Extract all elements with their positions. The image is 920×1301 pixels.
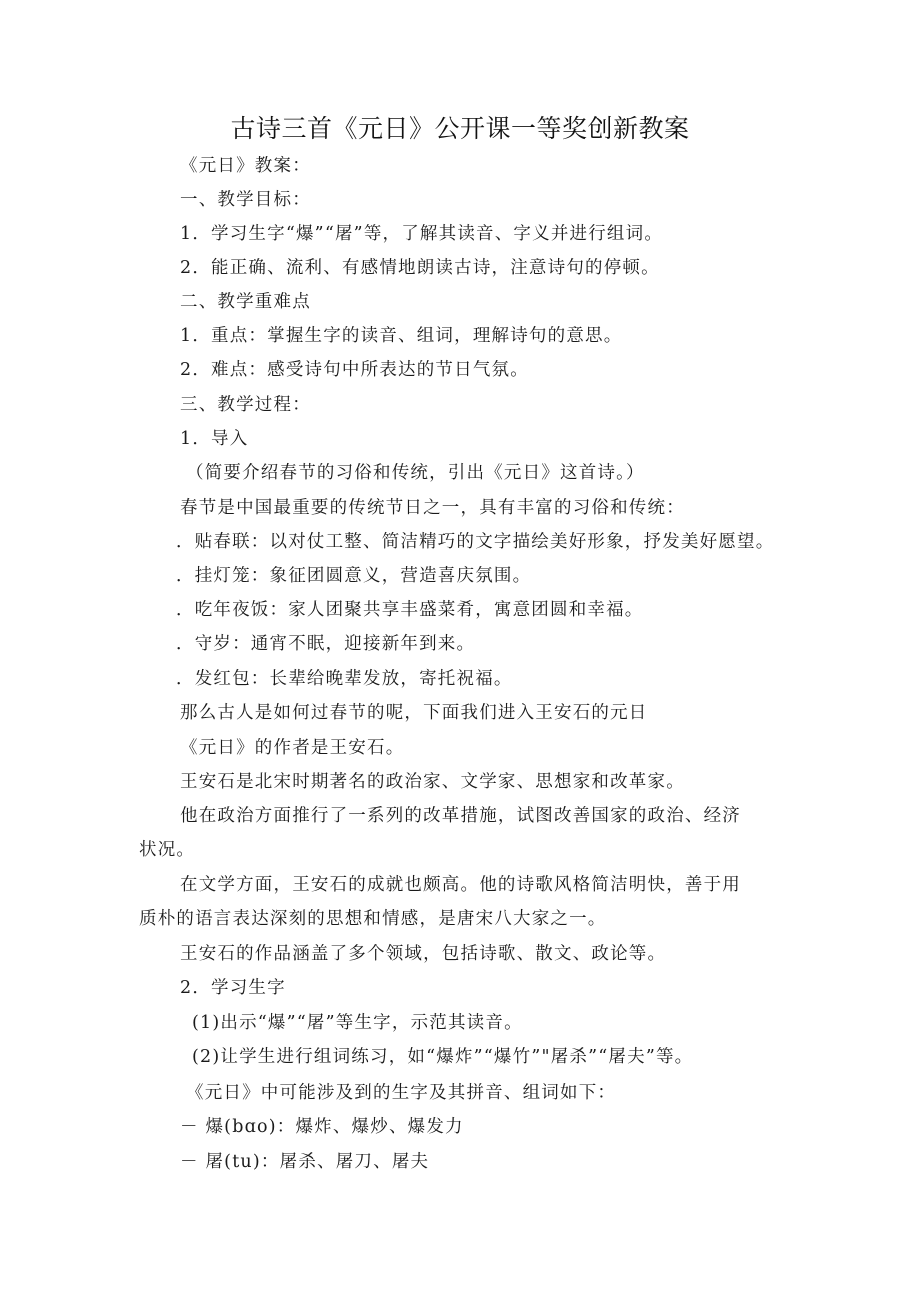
text-line: 在文学方面，王安石的成就也颇高。他的诗歌风格简洁明快，善于用 bbox=[180, 875, 741, 895]
section-heading: 二、教学重难点 bbox=[180, 292, 311, 312]
section-heading: 一、教学目标： bbox=[180, 190, 311, 210]
document-title: 古诗三首《元日》公开课一等奖创新教案 bbox=[230, 114, 690, 143]
section-heading: 三、教学过程： bbox=[180, 395, 311, 415]
text-line: 1．导入 bbox=[180, 429, 249, 449]
text-line: 2．能正确、流利、有感情地朗读古诗，注意诗句的停顿。 bbox=[180, 258, 660, 278]
section-heading: 2．学习生字 bbox=[180, 978, 286, 998]
list-item: ．守岁：通宵不眠，迎接新年到来。 bbox=[176, 634, 476, 654]
list-item: ．发红包：长辈给晚辈发放，寄托祝福。 bbox=[176, 669, 513, 689]
text-line: 2．难点：感受诗句中所表达的节日气氛。 bbox=[180, 360, 529, 380]
text-line: 王安石是北宋时期著名的政治家、文学家、思想家和改革家。 bbox=[180, 772, 685, 792]
text-line: 1．学习生字“爆”“屠”等，了解其读音、字义并进行组词。 bbox=[180, 224, 664, 244]
text-line: （简要介绍春节的习俗和传统，引出《元日》这首诗。） bbox=[186, 463, 645, 483]
text-line: 《元日》的作者是王安石。 bbox=[180, 738, 405, 758]
list-item: ．贴春联：以对仗工整、简洁精巧的文字描绘美好形象，抒发美好愿望。 bbox=[176, 532, 775, 552]
text-line: 《元日》教案： bbox=[180, 156, 311, 176]
text-line: 《元日》中可能涉及到的生字及其拼音、组词如下： bbox=[186, 1083, 617, 1103]
text-line: 质朴的语言表达深刻的思想和情感，是唐宋八大家之一。 bbox=[139, 909, 607, 929]
list-item: ．挂灯笼：象征团圆意义，营造喜庆氛围。 bbox=[176, 566, 532, 586]
list-item: (1)出示“爆”“屠”等生字，示范其读音。 bbox=[192, 1013, 523, 1033]
text-line: 状况。 bbox=[139, 840, 196, 860]
text-line: 那么古人是如何过春节的呢，下面我们进入王安石的元日 bbox=[180, 703, 648, 723]
text-line: 王安石的作品涵盖了多个领域，包括诗歌、散文、政论等。 bbox=[180, 944, 667, 964]
list-item: － 爆(bɑo)：爆炸、爆炒、爆发力 bbox=[180, 1117, 464, 1137]
text-line: 1．重点：掌握生字的读音、组词，理解诗句的意思。 bbox=[180, 326, 623, 346]
list-item: ．吃年夜饭：家人团聚共享丰盛菜肴，寓意团圆和幸福。 bbox=[176, 600, 644, 620]
text-line: 春节是中国最重要的传统节日之一，具有丰富的习俗和传统： bbox=[180, 498, 685, 518]
list-item: (2)让学生进行组词练习，如“爆炸”“爆竹”"屠杀”“屠夫”等。 bbox=[192, 1047, 694, 1067]
list-item: － 屠(tu)：屠杀、屠刀、屠夫 bbox=[180, 1152, 430, 1172]
text-line: 他在政治方面推行了一系列的改革措施，试图改善国家的政治、经济 bbox=[180, 806, 741, 826]
